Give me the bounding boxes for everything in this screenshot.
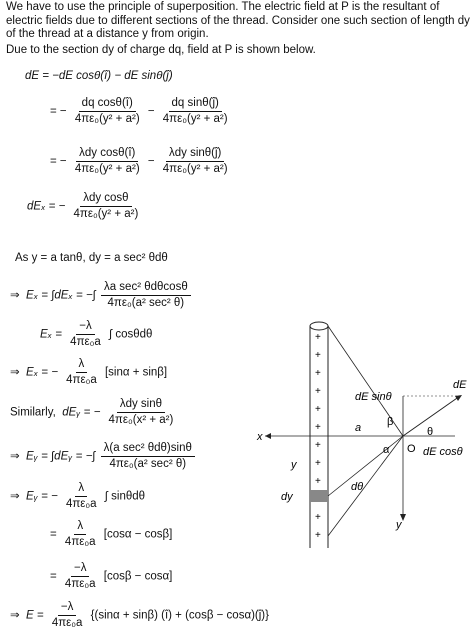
- de-label: dE: [453, 379, 467, 391]
- dy-element: [310, 490, 328, 502]
- eq9-lhs: Eᵧ = −: [26, 490, 58, 503]
- eq1-l3-frac2: [160, 147, 231, 176]
- frac-num: dq sinθ(ĵ): [169, 97, 222, 112]
- plus-signs: [315, 332, 321, 541]
- eq1-l2-frac2: [160, 97, 231, 126]
- plus-sign: +: [315, 476, 321, 487]
- de-cos-label: dE cosθ: [423, 446, 463, 458]
- intro-text-2: Due to the section dy of charge dq, field at P is shown below.: [6, 44, 316, 56]
- eq1-line3: [50, 147, 233, 176]
- a-label: a: [355, 422, 362, 434]
- frac-num: λ(a sec² θdθ)sinθ: [101, 442, 195, 457]
- plus-sign: +: [315, 512, 321, 523]
- eq12-frac: [49, 601, 86, 630]
- eq5-frac: [67, 320, 104, 349]
- frac-den: 4πε₀a: [51, 617, 83, 629]
- plus-sign: +: [315, 422, 321, 433]
- eq5-line: [40, 320, 152, 349]
- eq6-frac: [63, 358, 100, 387]
- frac-den: 4πε₀a: [65, 498, 97, 510]
- eq1-l2-minus: −: [147, 105, 155, 118]
- intro-paragraph: [6, 1, 470, 42]
- frac-den: 4πε₀(a² sec² θ): [109, 458, 187, 470]
- frac-num: λ: [75, 482, 87, 497]
- de-sin-label: dE sinθ: [355, 391, 392, 403]
- eq8-frac: [101, 442, 195, 471]
- dtheta-label: dθ: [351, 481, 364, 493]
- dy-label: dy: [281, 491, 293, 503]
- origin-label: O: [407, 443, 416, 455]
- frac-den: 4πε₀a: [70, 336, 101, 348]
- implies-arrow: ⇒: [10, 450, 20, 463]
- frac-num: λ: [76, 358, 88, 373]
- eq2-line: [27, 192, 143, 221]
- beta-label: β: [387, 416, 394, 428]
- plus-sign: +: [315, 458, 321, 469]
- eq7-line: [10, 398, 178, 427]
- thread-field-diagram: [255, 318, 474, 558]
- plus-sign: +: [315, 332, 321, 343]
- eq7-lhs: dEᵧ = −: [62, 406, 101, 419]
- implies-arrow: ⇒: [10, 490, 20, 503]
- frac-den: 4πε₀(x² + a²): [108, 414, 174, 426]
- plus-sign: +: [315, 440, 321, 451]
- eq1-lhs: dE = −dE cosθ(î) − dE sinθ(ĵ): [25, 70, 173, 82]
- plus-sign: +: [315, 404, 321, 415]
- eq8-line: [10, 442, 197, 471]
- plus-sign: +: [315, 530, 321, 541]
- frac-num: −λ: [58, 601, 76, 616]
- line-bottom-to-o: [328, 436, 403, 536]
- eq1-l2-eq: = −: [50, 105, 67, 118]
- frac-den: 4πε₀a: [66, 374, 97, 386]
- eq10-frac: [62, 520, 99, 549]
- eq9-frac: [63, 482, 100, 511]
- eq9-rhs: ∫ sinθdθ: [104, 490, 146, 503]
- implies-arrow: ⇒: [10, 289, 20, 302]
- eq3-line: As y = a tanθ, dy = a sec² θdθ: [15, 252, 168, 264]
- line-dy-to-o: [328, 436, 403, 496]
- frac-num: λdy cosθ: [80, 192, 131, 207]
- frac-num: λdy cosθ(î): [76, 147, 138, 162]
- eq6-line: [10, 358, 167, 387]
- eq10-line: [50, 520, 172, 549]
- frac-den: 4πε₀(a² sec² θ): [107, 297, 185, 309]
- eq11-line: [50, 562, 172, 591]
- frac-num: λa sec² θdθcosθ: [101, 281, 191, 296]
- frac-den: 4πε₀(y² + a²): [74, 113, 140, 125]
- x-label: x: [257, 431, 263, 443]
- eq6-rhs: [sinα + sinβ]: [104, 366, 168, 379]
- eq1-l3-eq: = −: [50, 155, 67, 168]
- eq12-rhs: {(sinα + sinβ) (î) + (cosβ − cosα)(ĵ)}: [90, 609, 269, 622]
- eq9-line: [10, 482, 145, 511]
- intro-text-1: We have to use the principle of superposition. The electric field at P is the resultant of electric fields due to different sections of the thread. Consider one such section of length dy of the thread at a distance y from origin.: [6, 1, 470, 40]
- frac-den: 4πε₀(y² + a²): [162, 113, 228, 125]
- eq8-lhs: Eᵧ = ∫dEᵧ = −∫: [26, 450, 96, 463]
- eq4-lhs: Eₓ = ∫dEₓ = −∫: [26, 289, 96, 302]
- eq2-lhs: dEₓ = −: [27, 200, 66, 213]
- frac-num: λ: [74, 520, 86, 535]
- eq2-frac: [70, 192, 141, 221]
- frac-den: 4πε₀(y² + a²): [162, 163, 228, 175]
- plus-sign: +: [315, 386, 321, 397]
- eq5-rhs: ∫ cosθdθ: [109, 328, 153, 341]
- frac-den: 4πε₀(y² + a²): [74, 163, 140, 175]
- equals: =: [50, 570, 57, 583]
- eq1-l3-minus: −: [147, 155, 155, 168]
- eq1-l3-frac1: [72, 147, 143, 176]
- eq11-frac: [62, 562, 99, 591]
- frac-den: 4πε₀a: [64, 578, 96, 590]
- theta-label: θ: [427, 426, 434, 438]
- eq7-frac: [106, 398, 177, 427]
- eq12-lhs: E =: [26, 609, 44, 622]
- y-label: y: [291, 459, 297, 471]
- eq7-lead: Similarly,: [10, 406, 56, 419]
- implies-arrow: ⇒: [10, 366, 20, 379]
- eq1-l2-frac1: [72, 97, 143, 126]
- frac-num: −λ: [76, 320, 94, 335]
- eq10-rhs: [cosα − cosβ]: [103, 528, 173, 541]
- plus-sign: +: [315, 368, 321, 379]
- frac-num: dq cosθ(î): [79, 97, 136, 112]
- implies-arrow: ⇒: [10, 609, 20, 622]
- frac-num: −λ: [71, 562, 89, 577]
- frac-num: λdy sinθ: [117, 398, 165, 413]
- eq12-line: [10, 601, 269, 630]
- equals: =: [50, 528, 57, 541]
- eq11-rhs: [cosβ − cosα]: [103, 570, 173, 583]
- x-axis-arrowhead: [265, 433, 271, 439]
- eq4-line: [10, 281, 193, 310]
- frac-den: 4πε₀a: [64, 536, 96, 548]
- frac-num: λdy sinθ(ĵ): [166, 147, 224, 162]
- eq1-line2: [50, 97, 233, 126]
- alpha-label: α: [383, 444, 390, 456]
- plus-sign: +: [315, 350, 321, 361]
- frac-den: 4πε₀(y² + a²): [73, 208, 139, 220]
- eq5-lhs: Eₓ =: [40, 328, 62, 341]
- eq6-lhs: Eₓ = −: [26, 366, 58, 379]
- y-axis-label: y: [396, 519, 402, 531]
- eq4-frac: [101, 281, 191, 310]
